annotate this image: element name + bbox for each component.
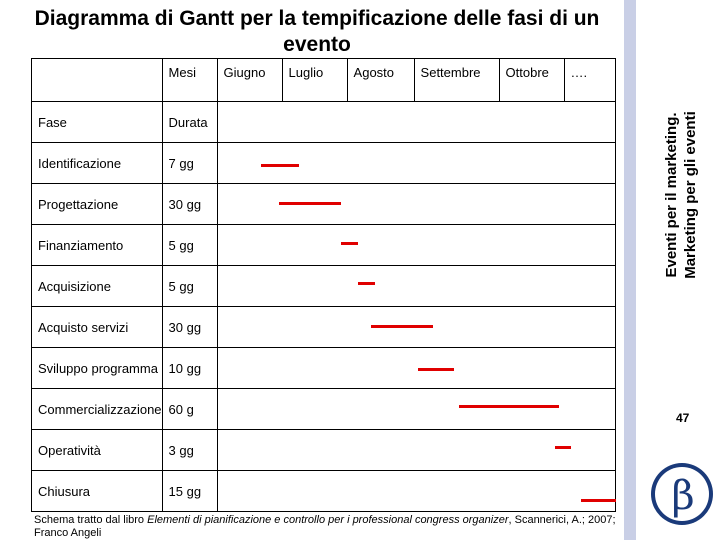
- phase-duration: 3 gg: [162, 430, 217, 471]
- phase-name: Identificazione: [32, 143, 163, 184]
- phase-name: Acquisizione: [32, 266, 163, 307]
- table-row: [32, 471, 616, 512]
- phase-duration: 7 gg: [162, 143, 217, 184]
- month-header: Luglio: [282, 59, 347, 102]
- table-row: [32, 348, 616, 389]
- beta-logo-icon: [646, 458, 718, 530]
- source-book-title: Elementi di pianificazione e controllo per i professional congress organizer: [147, 514, 509, 526]
- phase-name: Sviluppo programma: [32, 348, 163, 389]
- month-header: Agosto: [347, 59, 414, 102]
- empty-corner-cell: [32, 59, 163, 102]
- phase-name: Acquisto servizi: [32, 307, 163, 348]
- timeline-cell: [217, 307, 615, 348]
- phase-name: Progettazione: [32, 184, 163, 225]
- month-header: ….: [564, 59, 615, 102]
- timeline-cell: [217, 389, 615, 430]
- phase-name: Finanziamento: [32, 225, 163, 266]
- phase-name: Operatività: [32, 430, 163, 471]
- phase-name: Chiusura: [32, 471, 163, 512]
- timeline-cell: [217, 225, 615, 266]
- table-row: [32, 430, 616, 471]
- timeline-cell: [217, 184, 615, 225]
- timeline-cell: [217, 348, 615, 389]
- source-note: [34, 514, 634, 540]
- timeline-cell: [217, 430, 615, 471]
- month-header: Ottobre: [499, 59, 564, 102]
- month-header: Settembre: [414, 59, 499, 102]
- svg-text:β: β: [671, 473, 695, 519]
- page-number: 47: [676, 411, 690, 425]
- phase-duration: 15 gg: [162, 471, 217, 512]
- months-row: [32, 59, 616, 102]
- side-label: [662, 85, 700, 305]
- timeline-cell: [217, 471, 615, 512]
- timeline-cell: [217, 143, 615, 184]
- phase-duration: 60 g: [162, 389, 217, 430]
- phase-duration: 5 gg: [162, 225, 217, 266]
- mesi-header: Mesi: [162, 59, 217, 102]
- side-label-line1: Eventi per il marketing.: [663, 112, 680, 278]
- slide-title: Diagramma di Gantt per la tempificazione delle fasi di un evento: [34, 7, 600, 56]
- phase-duration: 30 gg: [162, 184, 217, 225]
- gantt-table: [31, 58, 616, 512]
- source-suffix: , Scannerici, A.; 2007; Franco Angeli: [34, 514, 616, 539]
- timeline-cell: [217, 102, 615, 143]
- sidebar-stripe: [624, 0, 636, 540]
- source-prefix: Schema tratto dal libro: [34, 514, 148, 526]
- durata-header: Durata: [162, 102, 217, 143]
- phase-name: Commercializzazione: [32, 389, 163, 430]
- table-row: [32, 307, 616, 348]
- table-row: [32, 184, 616, 225]
- table-row: [32, 143, 616, 184]
- phase-duration: 30 gg: [162, 307, 217, 348]
- side-label-line2: Marketing per gli eventi: [682, 111, 699, 279]
- table-row: [32, 389, 616, 430]
- table-row: [32, 225, 616, 266]
- header-row: [32, 102, 616, 143]
- fase-header: Fase: [32, 102, 163, 143]
- phase-duration: 10 gg: [162, 348, 217, 389]
- month-header: Giugno: [217, 59, 282, 102]
- table-row: [32, 266, 616, 307]
- phase-duration: 5 gg: [162, 266, 217, 307]
- timeline-cell: [217, 266, 615, 307]
